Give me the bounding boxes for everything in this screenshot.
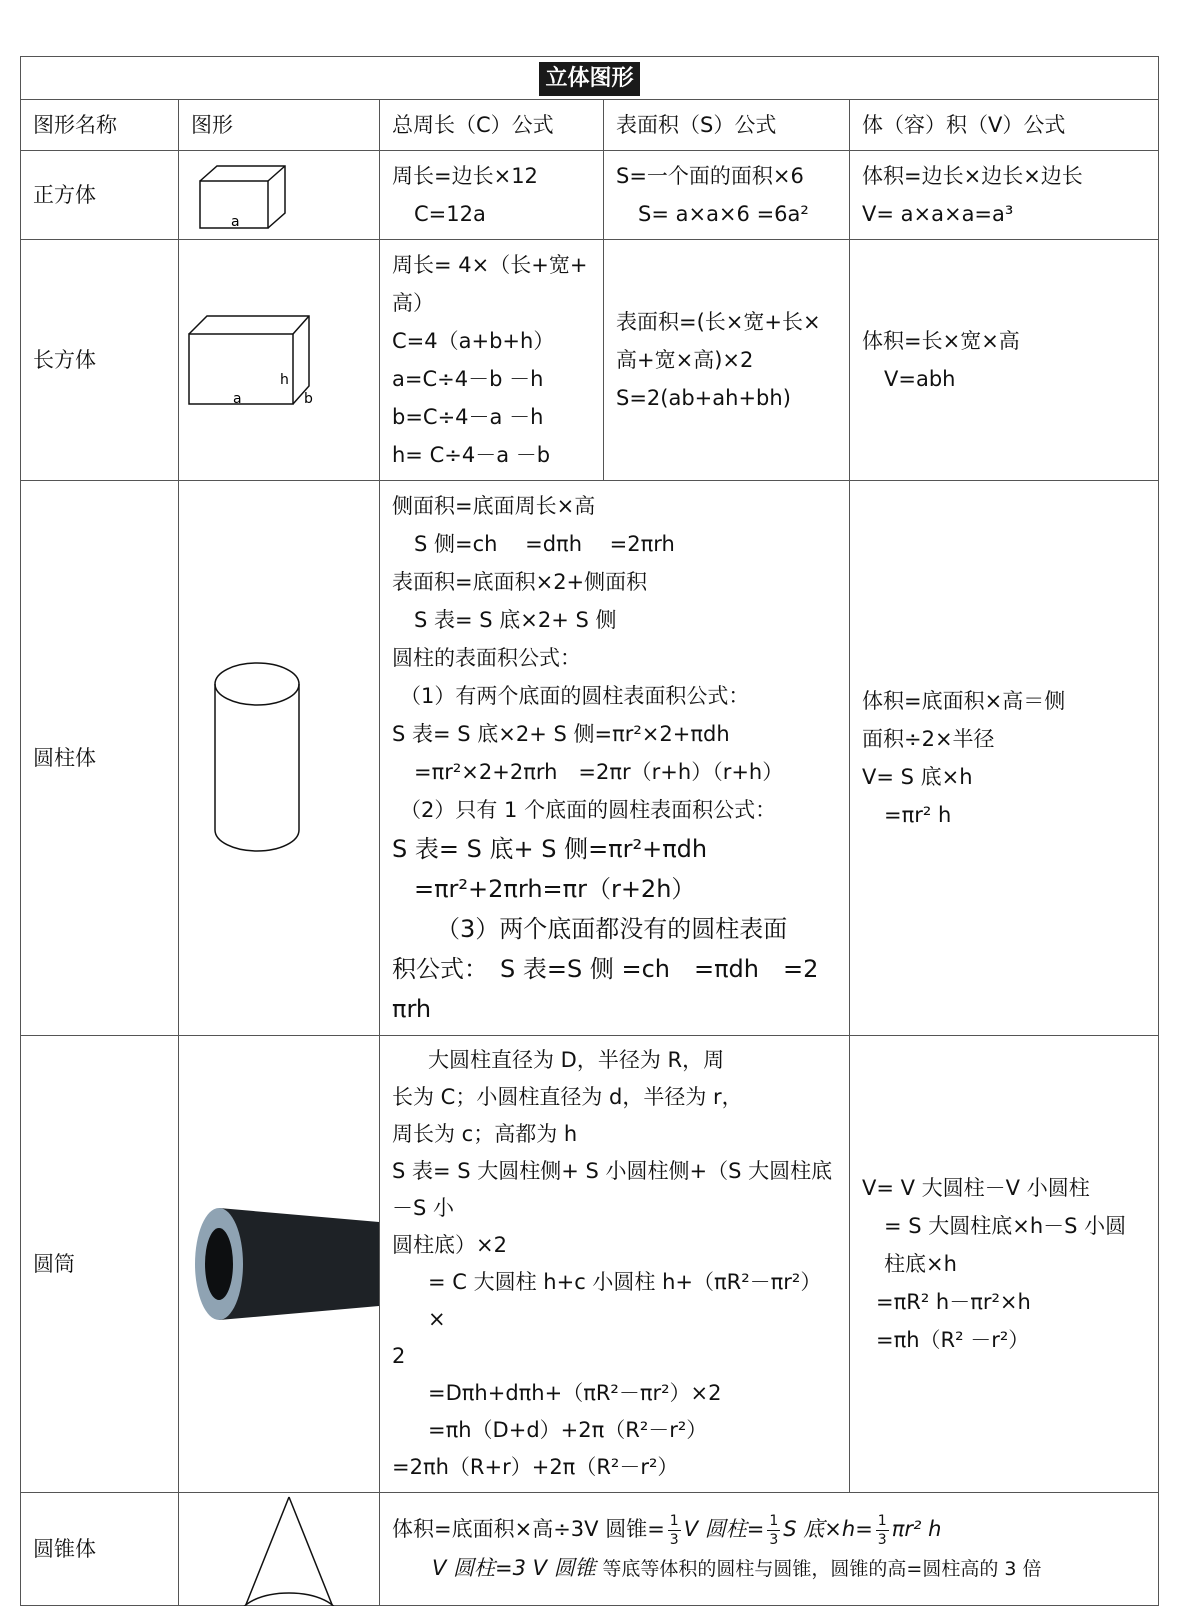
cylinder-figure bbox=[179, 658, 379, 858]
fraction: $\frac{1}{3}$ bbox=[769, 1512, 779, 1548]
formula-table bbox=[20, 56, 1159, 1606]
cuboid-perimeter: 周长= 4×（长+宽+ 高） C=4（a+b+h） a=C÷4－b －h b=C÷4－a －h h= C÷4－a －b bbox=[380, 240, 604, 481]
header-perimeter: 总周长（C）公式 bbox=[380, 100, 604, 151]
table-row bbox=[21, 1493, 1159, 1606]
table-row bbox=[21, 1036, 1159, 1493]
cone-figure bbox=[179, 1493, 379, 1605]
header-row bbox=[21, 100, 1159, 151]
cone-name: 圆锥体 bbox=[21, 1493, 179, 1606]
fraction: $\frac{1}{3}$ bbox=[877, 1512, 887, 1548]
cube-name: 正方体 bbox=[21, 151, 179, 240]
header-volume: 体（容）积（V）公式 bbox=[850, 100, 1159, 151]
cuboid-label-h: h bbox=[280, 372, 289, 388]
cube-perimeter: 周长=边长×12 C=12a bbox=[380, 151, 604, 240]
header-figure: 图形 bbox=[179, 100, 380, 151]
cube-figure-cell bbox=[179, 151, 380, 240]
header-surface: 表面积（S）公式 bbox=[604, 100, 850, 151]
fraction: $\frac{1}{3}$ bbox=[669, 1512, 679, 1548]
table-row bbox=[21, 240, 1159, 481]
cuboid-label-a: a bbox=[233, 391, 242, 407]
cone-figure-cell bbox=[179, 1493, 380, 1606]
cuboid-figure-cell bbox=[179, 240, 380, 481]
tube-formulas: 大圆柱直径为 D，半径为 R，周 长为 C；小圆柱直径为 d，半径为 r， 周长为 c；高都为 h S 表= S 大圆柱侧+ S 小圆柱侧+（S 大圆柱底－S 小 圆柱底）×2 = C 大圆柱 h+c 小圆柱 h+（πR²－πr²）× 2 =Dπh+dπh+（πR²－πr²）×2 =πh（D+d）+2π（R²－r²） =2πh（R+r）+2π（R²－r²） bbox=[380, 1036, 850, 1493]
cuboid-name: 长方体 bbox=[21, 240, 179, 481]
cylinder-formulas: 侧面积=底面周长×高 S 侧=ch =dπh =2πrh 表面积=底面积×2+侧面积 S 表= S 底×2+ S 侧 圆柱的表面积公式： （1）有两个底面的圆柱表面积公式： S 表= S 底×2+ S 侧=πr²×2+πdh =πr²×2+2πrh =2πr（r+h）（r+h） （2）只有 1 个底面的圆柱表面积公式： S 表= S 底+ S 侧=πr²+πdh =πr²+2πrh=πr（r+2h） （3）两个底面都没有的圆柱表面 积公式： S 表=S 侧 =ch =πdh =2 πrh bbox=[380, 481, 850, 1036]
table-title: 立体图形 bbox=[539, 62, 639, 96]
cylinder-volume: 体积=底面积×高＝侧 面积÷2×半径 V= S 底×h =πr² h bbox=[850, 481, 1159, 1036]
cuboid-volume: 体积=长×宽×高 V=abh bbox=[850, 240, 1159, 481]
cone-formulas bbox=[380, 1493, 1159, 1606]
table-row bbox=[21, 481, 1159, 1036]
cube-volume: 体积=边长×边长×边长 V= a×a×a=a³ bbox=[850, 151, 1159, 240]
table-title-cell bbox=[21, 57, 1159, 100]
tube-name: 圆筒 bbox=[21, 1036, 179, 1493]
cylinder-name: 圆柱体 bbox=[21, 481, 179, 1036]
cuboid-label-b: b bbox=[304, 391, 313, 407]
cube-surface: S=一个面的面积×6 S= a×a×6 =6a² bbox=[604, 151, 850, 240]
cuboid-figure bbox=[179, 310, 379, 410]
tube-figure bbox=[179, 1194, 379, 1334]
cone-line-2: V 圆柱=3 V 圆锥 等底等体积的圆柱与圆锥，圆锥的高=圆柱高的 3 倍 bbox=[432, 1555, 1042, 1580]
cone-line-1: 体积=底面积×高÷3V 圆锥= $\frac{1}{3}$ V 圆柱= $\frac{1}{3}$ S 底×h= $\frac{1}{3}$ πr² h bbox=[392, 1512, 942, 1548]
tube-figure-cell bbox=[179, 1036, 380, 1493]
cylinder-figure-cell bbox=[179, 481, 380, 1036]
cube-figure bbox=[179, 158, 379, 232]
cuboid-surface: 表面积=(长×宽+长× 高+宽×高)×2 S=2(ab+ah+bh) bbox=[604, 240, 850, 481]
tube-volume: V= V 大圆柱－V 小圆柱 = S 大圆柱底×h－S 小圆柱底×h =πR² h－πr²×h =πh（R² －r²） bbox=[850, 1036, 1159, 1493]
table-row bbox=[21, 151, 1159, 240]
header-name: 图形名称 bbox=[21, 100, 179, 151]
cube-label-a: a bbox=[231, 214, 240, 230]
